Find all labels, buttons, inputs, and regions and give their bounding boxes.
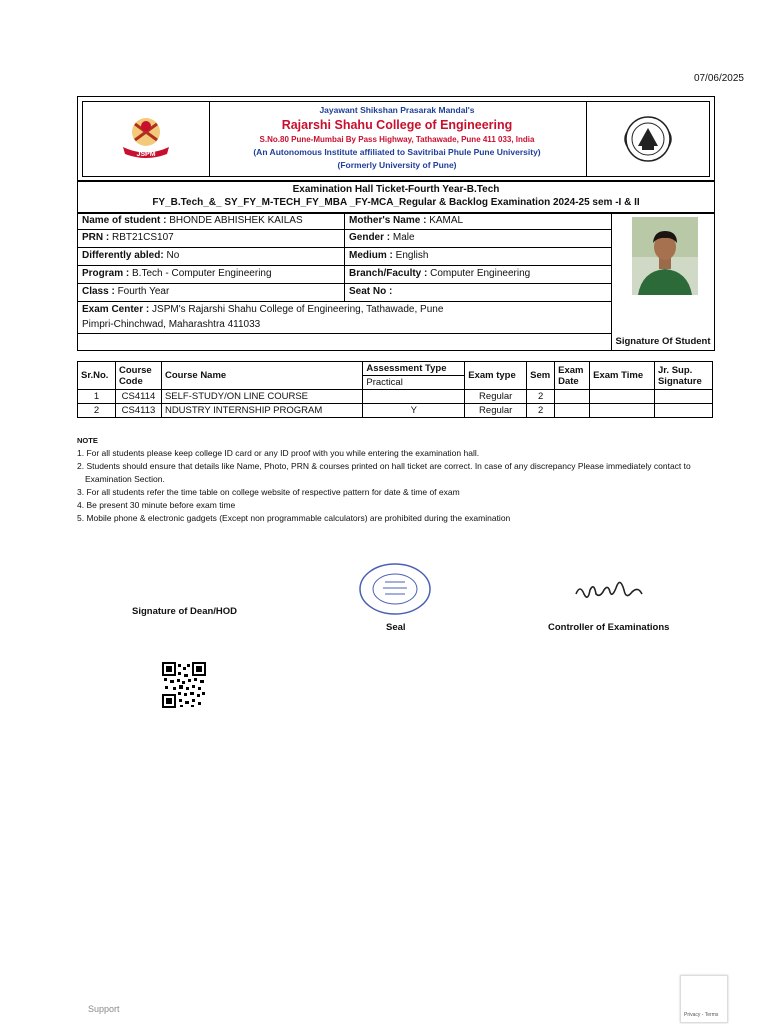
disabled-value: No: [166, 250, 180, 261]
controller-signature-label: Controller of Examinations: [548, 622, 670, 633]
mother-name-label: Mother's Name :: [349, 215, 427, 226]
college-header: [77, 96, 715, 182]
jspm-logo-box: [82, 101, 210, 177]
student-photo: [632, 217, 698, 295]
gender-row: [345, 230, 611, 248]
medium-row: [345, 248, 611, 266]
hall-ticket-title: [77, 180, 715, 214]
autonomy-text: (An Autonomous Institute affiliated to Savitribai Phule Pune University): [253, 147, 541, 157]
row-2-sem: 2: [527, 404, 555, 418]
col-course-code: [115, 362, 161, 390]
medium-label: Medium :: [349, 250, 393, 261]
student-photo-icon: [632, 217, 698, 295]
row-2-practical: Y: [363, 404, 465, 418]
col-exam-date-line1: Exam: [558, 364, 584, 376]
col-course-name: Course Name: [161, 362, 362, 390]
notes-section: [77, 434, 727, 525]
program-label: Program :: [82, 268, 130, 279]
university-emblem-box: [586, 101, 710, 177]
col-sup-line1: Jr. Sup.: [657, 364, 693, 376]
dean-signature-label: Signature of Dean/HOD: [132, 606, 238, 617]
support-link[interactable]: Support: [88, 1004, 120, 1014]
row-2-sig: [654, 404, 712, 418]
row-1-name: SELF-STUDY/ON LINE COURSE: [161, 390, 362, 404]
note-item: Examination Section.: [85, 474, 165, 484]
title-line-2: FY_B.Tech_&_ SY_FY_M-TECH_FY_MBA _FY-MCA_Regular & Backlog Examination 2024-25 sem -I & II: [152, 197, 640, 208]
row-1-date: [555, 390, 590, 404]
branch-label: Branch/Faculty :: [349, 268, 428, 279]
row-2-name: NDUSTRY INTERNSHIP PROGRAM: [161, 404, 362, 418]
row-2-type: Regular: [465, 404, 527, 418]
prn-label: PRN :: [82, 232, 110, 243]
seal-label: Seal: [386, 622, 406, 633]
col-srno: Sr.No.: [78, 362, 116, 390]
medium-value: English: [395, 250, 429, 261]
row-2-code: CS4113: [115, 404, 161, 418]
logo-text: JSPM: [136, 151, 156, 158]
col-course-code-line2: Code: [118, 375, 143, 387]
disabled-label: Differently abled:: [82, 250, 164, 261]
row-2-date: [555, 404, 590, 418]
gender-label: Gender :: [349, 232, 391, 243]
mother-name-value: KAMAL: [429, 215, 464, 226]
col-sup-signature: [654, 362, 712, 390]
row-1-type: Regular: [465, 390, 527, 404]
row-1-sr: 1: [78, 390, 116, 404]
col-sem: Sem: [527, 362, 555, 390]
note-item: 2. Students should ensure that details like Name, Photo, PRN & courses printed on hall ticket are correct. In case of any discrepancy Please immediately contact to: [77, 461, 691, 471]
controller-signature-icon: [572, 572, 646, 608]
college-name: Rajarshi Shahu College of Engineering: [281, 118, 513, 132]
row-2-time: [590, 404, 655, 418]
class-value: Fourth Year: [117, 286, 170, 297]
print-date: 07/06/2025: [693, 73, 744, 84]
row-2-sr: 2: [78, 404, 116, 418]
notes-heading: NOTE: [77, 436, 98, 445]
society-name: Jayawant Shikshan Prasarak Mandal's: [319, 105, 475, 115]
branch-value: Computer Engineering: [430, 268, 531, 279]
prn-row: [78, 230, 344, 248]
title-line-1: Examination Hall Ticket-Fourth Year-B.Tech: [292, 184, 500, 195]
college-address: S.No.80 Pune-Mumbai By Pass Highway, Tathawade, Pune 411 033, India: [259, 135, 535, 144]
note-item: 3. For all students refer the time table on college website of respective pattern for date & time of exam: [77, 487, 460, 497]
disabled-row: [78, 248, 344, 266]
student-name-value: BHONDE ABHISHEK KAILAS: [169, 215, 303, 226]
col-sup-line2: Signature: [657, 375, 702, 387]
class-row: [78, 284, 344, 302]
university-emblem-icon: [587, 102, 709, 176]
student-signature-label: Signature Of Student: [615, 336, 711, 347]
col-assessment-type: Assessment Type: [363, 362, 465, 376]
table-row: [78, 390, 713, 404]
row-1-time: [590, 390, 655, 404]
col-exam-type: Exam type: [465, 362, 527, 390]
college-seal-icon: [357, 562, 433, 616]
row-1-sig: [654, 390, 712, 404]
prn-value: RBT21CS107: [112, 232, 174, 243]
exam-center-line-1: JSPM's Rajarshi Shahu College of Engineering, Tathawade, Pune: [152, 304, 444, 315]
recaptcha-terms[interactable]: Privacy - Terms: [684, 1012, 719, 1018]
qr-code-icon: [162, 662, 206, 708]
seat-row: [345, 284, 611, 302]
branch-row: [345, 266, 611, 284]
row-1-code: CS4114: [115, 390, 161, 404]
recaptcha-badge[interactable]: [680, 975, 728, 1023]
seat-label: Seat No :: [349, 286, 393, 297]
student-name-row: [78, 213, 344, 230]
college-info: [208, 101, 586, 177]
table-row: [78, 404, 713, 418]
class-label: Class :: [82, 286, 115, 297]
course-header-row: [78, 362, 713, 376]
note-item: 4. Be present 30 minute before exam time: [77, 500, 236, 510]
formerly-text: (Formerly University of Pune): [337, 160, 457, 170]
student-info-grid: [77, 212, 715, 351]
col-exam-date-line2: Date: [558, 375, 579, 387]
exam-center-line-2: Pimpri-Chinchwad, Maharashtra 411033: [82, 319, 261, 330]
col-practical: Practical: [363, 376, 465, 390]
exam-center-label: Exam Center :: [82, 304, 150, 315]
row-1-sem: 2: [527, 390, 555, 404]
col-exam-date: [555, 362, 590, 390]
program-value: B.Tech - Computer Engineering: [132, 268, 272, 279]
row-1-practical: [363, 390, 465, 404]
student-name-label: Name of student :: [82, 215, 167, 226]
col-course-code-line1: Course: [118, 364, 152, 376]
col-exam-time: Exam Time: [590, 362, 655, 390]
jspm-logo-icon: [83, 102, 209, 176]
gender-value: Male: [392, 232, 415, 243]
exam-center-row: [78, 302, 611, 334]
mother-name-row: [345, 213, 611, 230]
note-item: 5. Mobile phone & electronic gadgets (Except non programmable calculators) are prohibited during the examination: [77, 513, 511, 523]
note-item: 1. For all students please keep college ID card or any ID proof with you while entering the examination hall.: [77, 448, 480, 458]
program-row: [78, 266, 344, 284]
course-table: [77, 361, 713, 418]
